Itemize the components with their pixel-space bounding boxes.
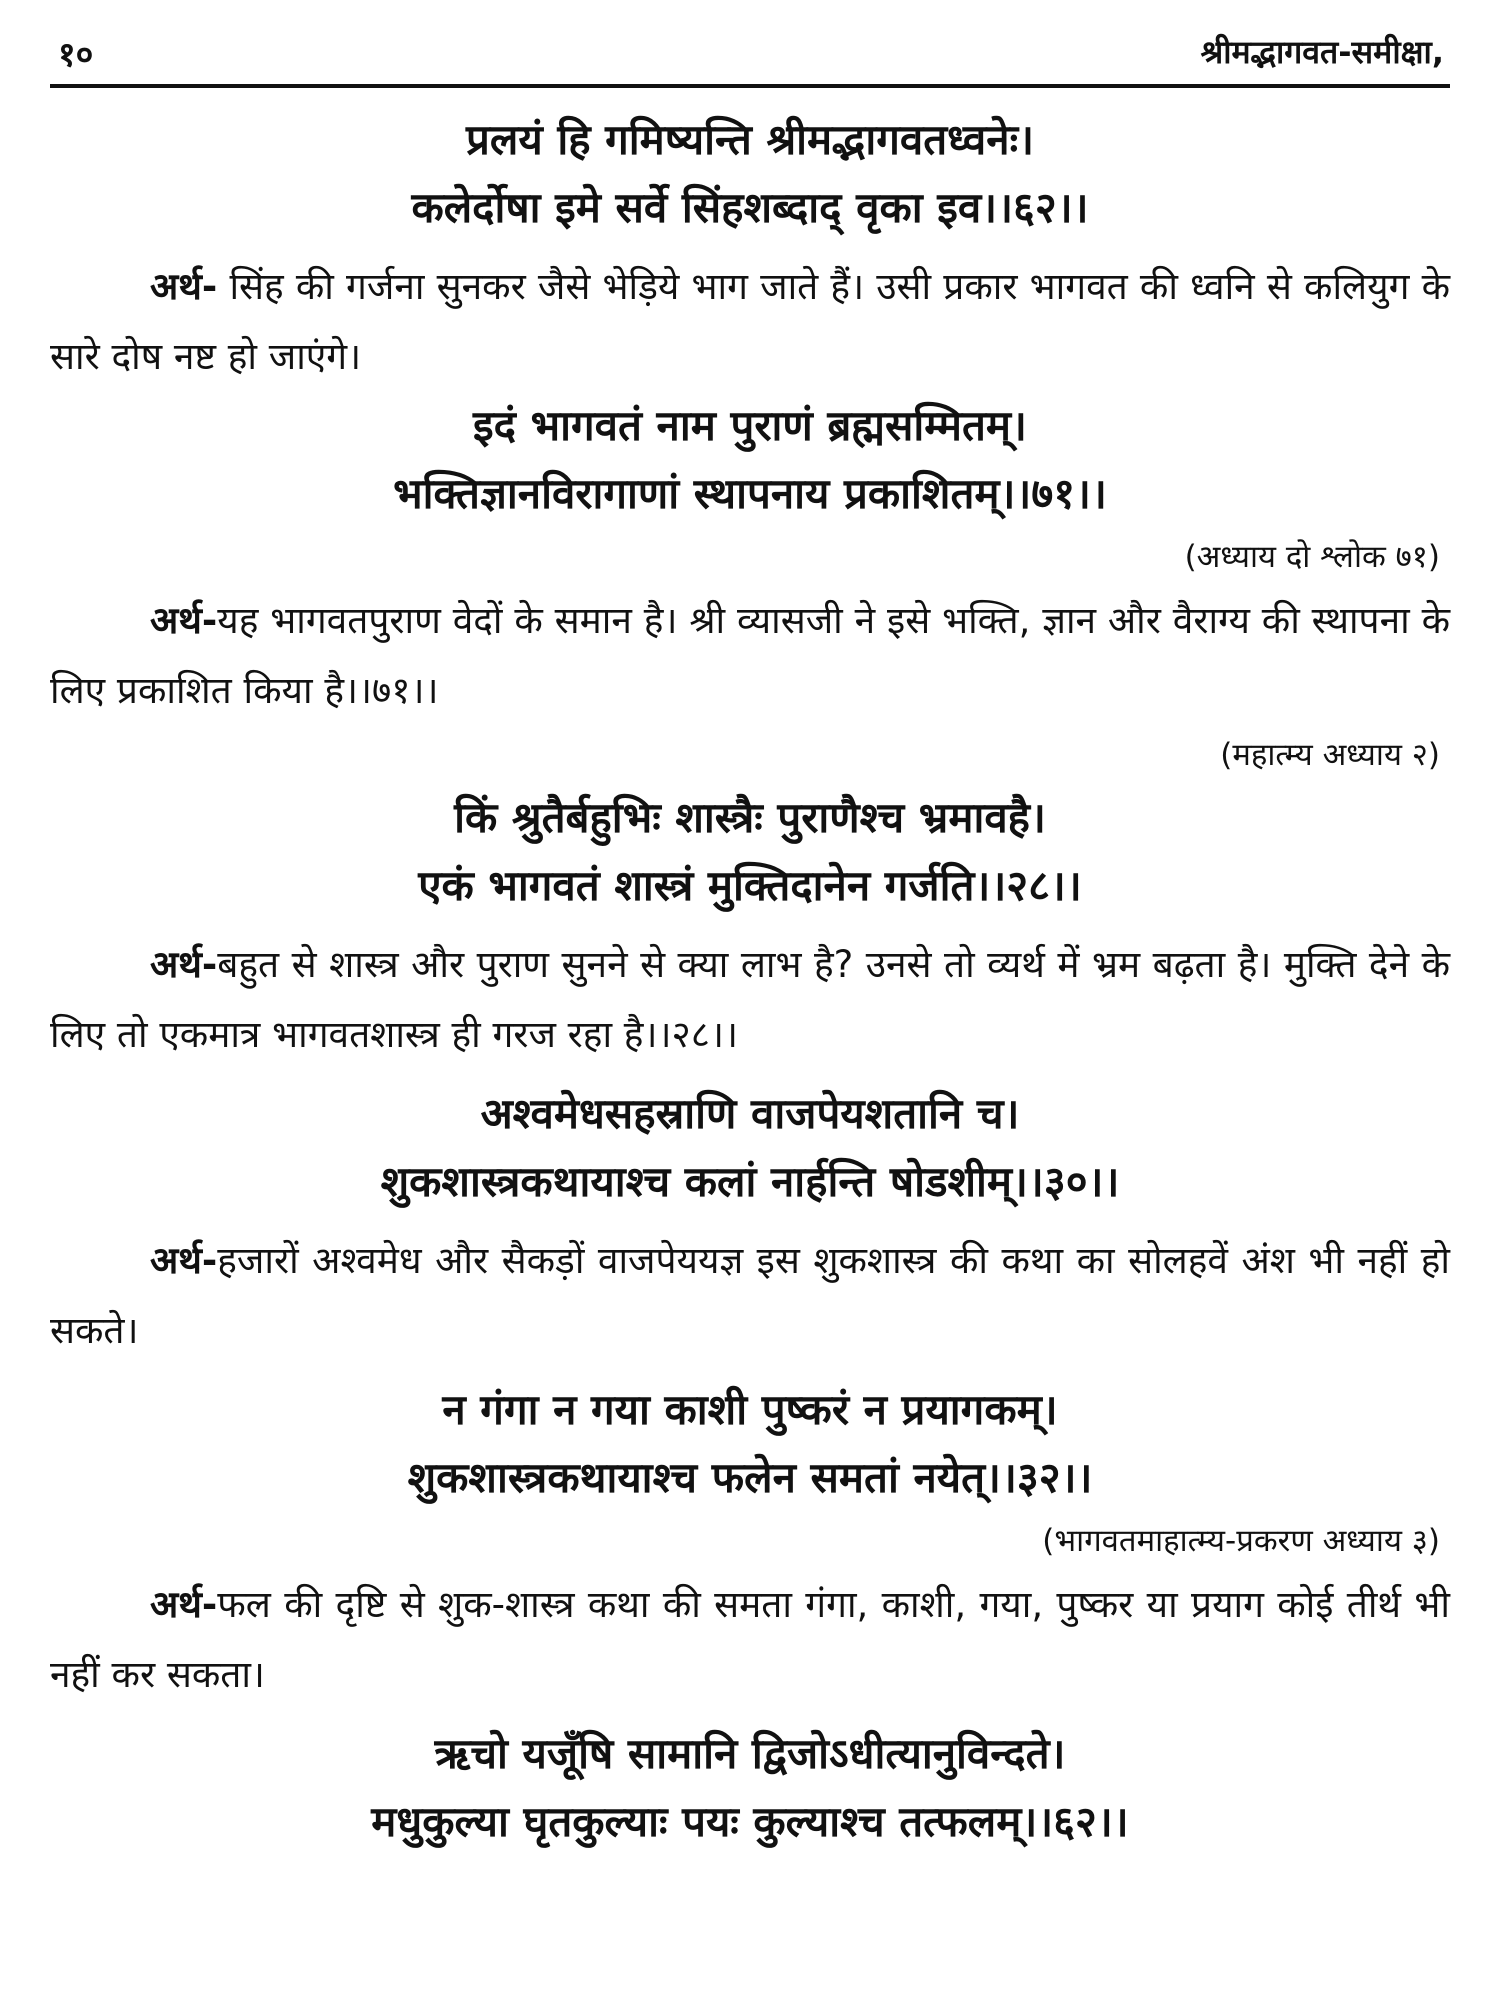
verse-line: किं श्रुतैर्बहुभिः शास्त्रैः पुराणैश्च भ्रमावहै। — [454, 793, 1046, 842]
reference-note: (महात्म्य अध्याय २) — [1220, 737, 1440, 773]
meaning-text: बहुत से शास्त्र और पुराण सुनने से क्या लाभ है? उनसे तो व्यर्थ में भ्रम बढ़ता है। मुक्ति देने के लिए तो एकमात्र भागवतशास्त्र ही गरज रहा है।।२८।। — [50, 943, 1450, 1056]
sanskrit-verse — [50, 392, 1450, 528]
verse-line: भक्तिज्ञानविरागाणां स्थापनाय प्रकाशितम्।।७१।। — [393, 469, 1107, 518]
running-title: श्रीमद्भागवत-समीक्षा, — [1200, 33, 1444, 71]
sanskrit-verse — [50, 1720, 1450, 1856]
reference-note: (अध्याय दो श्लोक ७१) — [1184, 539, 1440, 575]
reference-note: (भागवतमाहात्म्य-प्रकरण अध्याय ३) — [1042, 1523, 1440, 1559]
verse-line: इदं भागवतं नाम पुराणं ब्रह्मसम्मितम्। — [473, 401, 1027, 450]
verse-line: कलेर्दोषा इमे सर्वे सिंहशब्दाद् वृका इव।।६२।। — [411, 183, 1089, 232]
verse-line: प्रलयं हि गमिष्यन्ति श्रीमद्भागवतध्वनेः। — [466, 115, 1034, 164]
sanskrit-verse — [50, 784, 1450, 920]
meaning-label: अर्थ- — [150, 943, 218, 986]
verse-line: न गंगा न गया काशी पुष्करं न प्रयागकम्। — [442, 1385, 1058, 1434]
verse-line: एकं भागवतं शास्त्रं मुक्तिदानेन गर्जति।।२८।। — [418, 861, 1082, 910]
meaning-paragraph — [50, 252, 1450, 392]
verse-line: शुकशास्त्रकथायाश्च कलां नार्हन्ति षोडशीम्।।३०।। — [380, 1157, 1120, 1206]
sanskrit-verse — [50, 1376, 1450, 1512]
verse-line: शुकशास्त्रकथायाश्च फलेन समतां नयेत्।।३२।। — [407, 1453, 1093, 1502]
meaning-paragraph — [50, 930, 1450, 1070]
meaning-label: अर्थ- — [150, 1239, 218, 1282]
verse-line: ऋचो यजूँषि सामानि द्विजोऽधीत्यानुविन्दते। — [434, 1729, 1066, 1778]
verse-line: मधुकुल्या घृतकुल्याः पयः कुल्याश्च तत्फलम्।।६२।। — [371, 1797, 1129, 1846]
sanskrit-verse — [50, 1080, 1450, 1216]
meaning-text: हजारों अश्वमेध और सैकड़ों वाजपेययज्ञ इस शुकशास्त्र की कथा का सोलहवें अंश भी नहीं हो सकते। — [50, 1239, 1450, 1352]
meaning-paragraph — [50, 586, 1450, 726]
page-content — [50, 106, 1450, 1856]
meaning-text: फल की दृष्टि से शुक-शास्त्र कथा की समता गंगा, काशी, गया, पुष्कर या प्रयाग कोई तीर्थ भी नहीं कर सकता। — [50, 1583, 1450, 1696]
meaning-label: अर्थ- — [150, 265, 218, 308]
verse-line: अश्वमेधसहस्राणि वाजपेयशतानि च। — [480, 1089, 1020, 1138]
meaning-label: अर्थ- — [150, 599, 218, 642]
page-header — [50, 22, 1450, 88]
meaning-text: यह भागवतपुराण वेदों के समान है। श्री व्यासजी ने इसे भक्ति, ज्ञान और वैराग्य की स्थापना के लिए प्रकाशित किया है।।७१।। — [50, 599, 1450, 712]
meaning-text: सिंह की गर्जना सुनकर जैसे भेड़िये भाग जाते हैं। उसी प्रकार भागवत की ध्वनि से कलियुग के सारे दोष नष्ट हो जाएंगे। — [50, 265, 1450, 378]
meaning-paragraph — [50, 1570, 1450, 1710]
page-number: १० — [58, 35, 94, 75]
sanskrit-verse — [50, 106, 1450, 242]
meaning-label: अर्थ- — [150, 1583, 218, 1626]
meaning-paragraph — [50, 1226, 1450, 1366]
